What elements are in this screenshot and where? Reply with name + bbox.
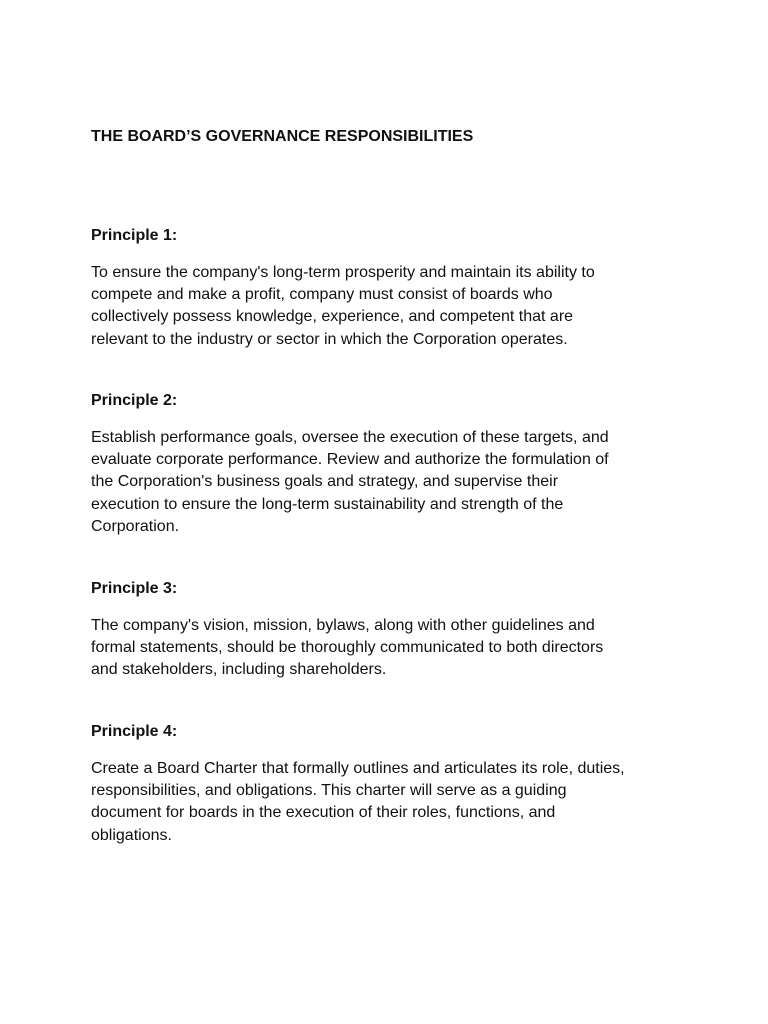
principle-2-line: execution to ensure the long-term sustainability and strength of the — [91, 495, 564, 513]
principle-4-line: responsibilities, and obligations. This charter will serve as a guiding — [91, 782, 567, 800]
principle-1-line: collectively possess knowledge, experience, and competent that are — [91, 308, 574, 326]
principle-3-line: formal statements, should be thoroughly communicated to both directors — [91, 639, 604, 657]
document-title: THE BOARD’S GOVERNANCE RESPONSIBILITIES — [91, 128, 474, 145]
principle-1-section — [91, 226, 681, 351]
principle-4-section — [91, 722, 681, 847]
principle-4-line: obligations. — [91, 826, 172, 844]
principle-2-line: evaluate corporate performance. Review and authorize the formulation of — [91, 451, 609, 469]
principle-1-body — [91, 262, 681, 351]
principle-3-line: and stakeholders, including shareholders. — [91, 661, 387, 679]
principle-3-heading: Principle 3: — [91, 580, 178, 597]
principle-3-body — [91, 615, 681, 682]
principle-1-heading: Principle 1: — [91, 227, 178, 244]
principle-4-body — [91, 758, 681, 847]
principle-2-line: Establish performance goals, oversee the execution of these targets, and — [91, 429, 609, 446]
principle-4-line: Create a Board Charter that formally outlines and articulates its role, duties, — [91, 760, 625, 777]
principle-2-line: Corporation. — [91, 517, 180, 535]
principle-2-section — [91, 391, 681, 538]
principle-2-heading: Principle 2: — [91, 392, 178, 409]
principle-1-line: compete and make a profit, company must consist of boards who — [91, 286, 553, 304]
principle-2-body — [91, 427, 681, 538]
principle-1-line: To ensure the company's long-term prosperity and maintain its ability to — [91, 264, 595, 281]
principle-3-section — [91, 579, 681, 682]
principle-2-line: the Corporation's business goals and strategy, and supervise their — [91, 473, 559, 491]
principle-1-line: relevant to the industry or sector in which the Corporation operates. — [91, 330, 568, 348]
principle-3-line: The company's vision, mission, bylaws, along with other guidelines and — [91, 617, 595, 634]
principle-4-heading: Principle 4: — [91, 723, 178, 740]
principle-4-line: document for boards in the execution of their roles, functions, and — [91, 804, 556, 822]
